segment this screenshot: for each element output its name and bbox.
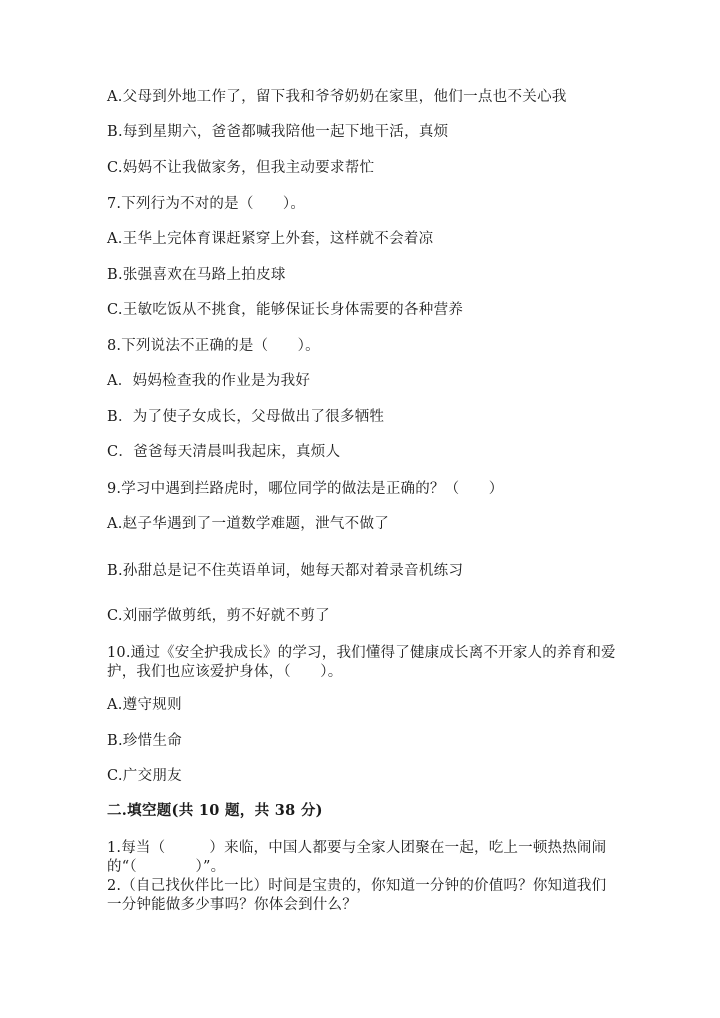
q10-stem-line1: 10.通过《安全护我成长》的学习，我们懂得了健康成长离不开家人的养育和爱 xyxy=(107,645,616,661)
q7-option-a: A.王华上完体育课赶紧穿上外套，这样就不会着凉 xyxy=(107,231,434,247)
q6-option-a: A.父母到外地工作了，留下我和爷爷奶奶在家里，他们一点也不关心我 xyxy=(107,89,567,105)
q9-option-c: C.刘丽学做剪纸，剪不好就不剪了 xyxy=(107,608,330,624)
q8-option-b: B．为了使子女成长，父母做出了很多牺牲 xyxy=(107,409,385,425)
section-heading-fill-in: 二.填空题(共 10 题，共 38 分) xyxy=(107,802,323,819)
q9-option-b: B.孙甜总是记不住英语单词，她每天都对着录音机练习 xyxy=(107,563,464,579)
q7-option-b: B.张强喜欢在马路上拍皮球 xyxy=(107,267,286,283)
fill-q2-line1: 2.（自己找伙伴比一比）时间是宝贵的，你知道一分钟的价值吗？你知道我们 xyxy=(107,878,607,894)
q8-stem: 8.下列说法不正确的是（ ）。 xyxy=(107,338,320,354)
fill-q1-line1: 1.每当（ ）来临，中国人都要与全家人团聚在一起，吃上一顿热热闹闹 xyxy=(107,840,607,856)
fill-q1-line2: 的“（ ）”。 xyxy=(107,859,226,875)
q10-option-a: A.遵守规则 xyxy=(107,697,182,713)
q10-stem-line2: 护，我们也应该爱护身体，（ ）。 xyxy=(107,664,343,680)
q10-option-b: B.珍惜生命 xyxy=(107,733,183,749)
q8-option-a: A．妈妈检查我的作业是为我好 xyxy=(107,373,311,389)
q10-option-c: C.广交朋友 xyxy=(107,768,182,784)
q7-option-c: C.王敏吃饭从不挑食，能够保证长身体需要的各种营养 xyxy=(107,302,464,318)
q9-option-a: A.赵子华遇到了一道数学难题，泄气不做了 xyxy=(107,516,390,532)
q7-stem: 7.下列行为不对的是（ ）。 xyxy=(107,196,306,212)
q8-option-c: C．爸爸每天清晨叫我起床，真烦人 xyxy=(107,444,341,460)
q9-stem: 9.学习中遇到拦路虎时，哪位同学的做法是正确的？（ ） xyxy=(107,481,504,497)
fill-q2-line2: 一分钟能做多少事吗？你体会到什么？ xyxy=(107,897,357,913)
q6-option-b: B.每到星期六，爸爸都喊我陪他一起下地干活，真烦 xyxy=(107,124,449,140)
q6-option-c: C.妈妈不让我做家务，但我主动要求帮忙 xyxy=(107,160,375,176)
